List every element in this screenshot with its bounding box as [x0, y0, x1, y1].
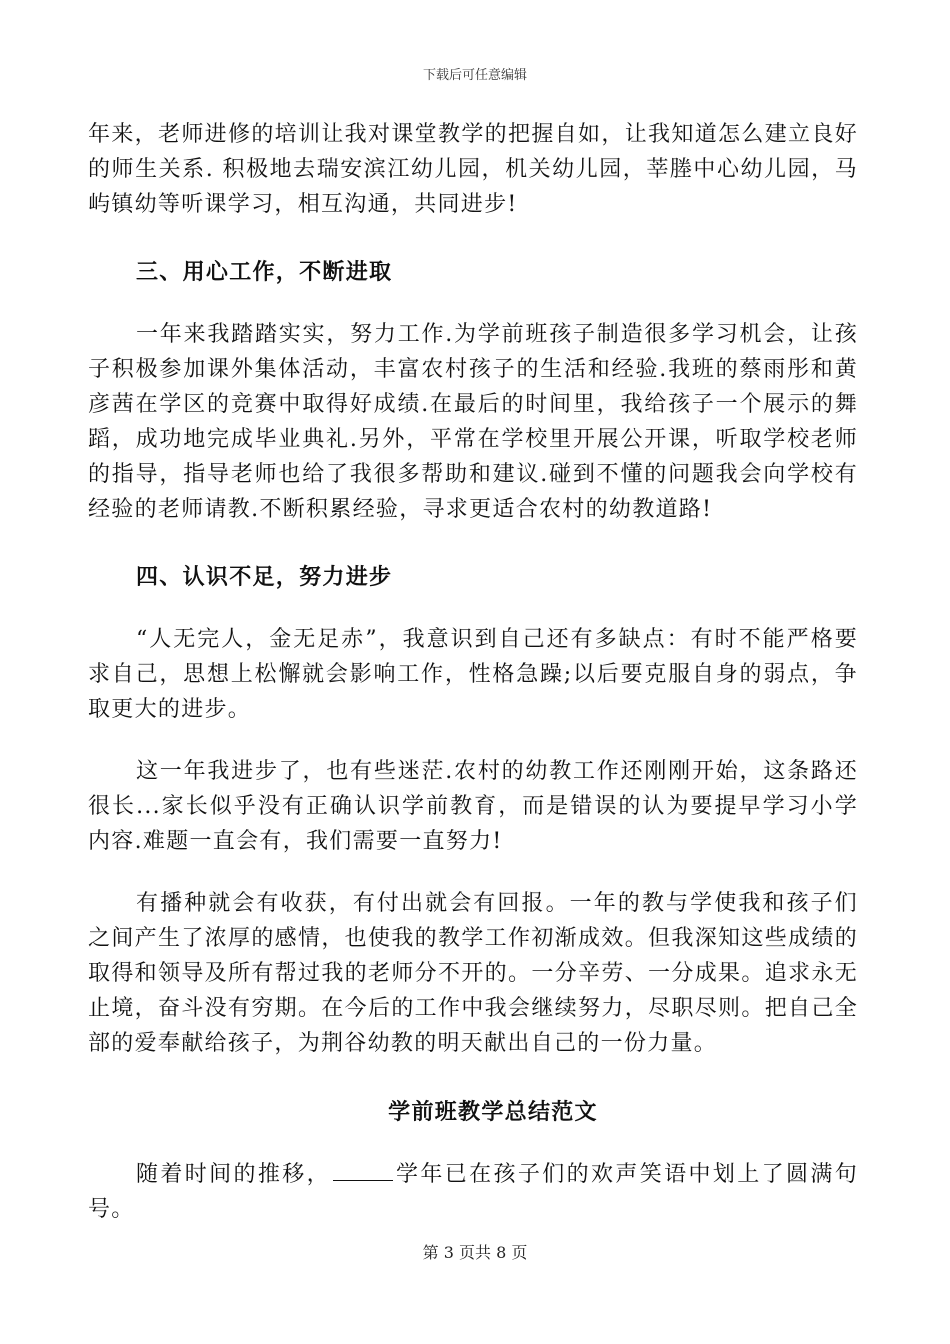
opening-text-start: 随着时间的推移， — [136, 1162, 331, 1187]
paragraph-reflection: 这一年我进步了，也有些迷茫.农村的幼教工作还刚刚开始，这条路还很长...家长似乎没有正确认识学前教育，而是错误的认为要提早学习小学内容.难题一直会有，我们需要一直努力! — [88, 759, 858, 854]
page-footer: 第 3 页共 8 页 — [422, 1243, 528, 1262]
paragraph-section-3: 一年来我踏踏实实，努力工作.为学前班孩子制造很多学习机会，让孩子积极参加课外集体活动，丰富农村孩子的生活和经验.我班的蔡雨彤和黄彦茜在学区的竞赛中取得好成绩.在最后的时间里，我给孩子一个展示的舞蹈，成功地完成毕业典礼.另外，平常在学校里开展公开课，听取学校老师的指导，指导老师也给了我很多帮助和建议.碰到不懂的问题我会向学校有经验的老师请教.不断积累经验，寻求更适合农村的幼教道路! — [88, 322, 858, 522]
paragraph-shortcomings: “人无完人，金无足赤”，我意识到自己还有多缺点：有时不能严格要求自己，思想上松懈就会影响工作，性格急躁;以后要克服自身的弱点，争取更大的进步。 — [88, 627, 858, 722]
paragraph-conclusion: 有播种就会有收获，有付出就会有回报。一年的教与学使我和孩子们之间产生了浓厚的感情，也使我的教学工作初渐成效。但我深知这些成绩的取得和领导及所有帮过我的老师分不开的。一分辛劳、一分成果。追求永无止境，奋斗没有穷期。在今后的工作中我会继续努力，尽职尽则。把自己全部的爱奉献给孩子，为荆谷幼教的明天献出自己的一份力量。 — [88, 891, 858, 1056]
paragraph-intro-continuation: 年来，老师进修的培训让我对课堂教学的把握自如，让我知道怎么建立良好的师生关系. 积极地去瑞安滨江幼儿园，机关幼儿园，莘塍中心幼儿园，马屿镇幼等听课学习，相互沟通，共同进步! — [88, 122, 858, 217]
opening-text-end: 学年已在孩子们的欢声笑语中划上了圆满句号。 — [88, 1162, 859, 1222]
document-body — [88, 117, 858, 1227]
fill-in-blank — [333, 1179, 393, 1181]
page-header: 下载后可任意编辑 — [422, 68, 527, 83]
section-heading-3: 三、用心工作，不断进取 — [136, 259, 393, 285]
section-heading-4: 四、认识不足，努力进步 — [136, 564, 393, 590]
document-title: 学前班教学总结范文 — [388, 1099, 598, 1125]
paragraph-opening — [88, 1157, 858, 1227]
